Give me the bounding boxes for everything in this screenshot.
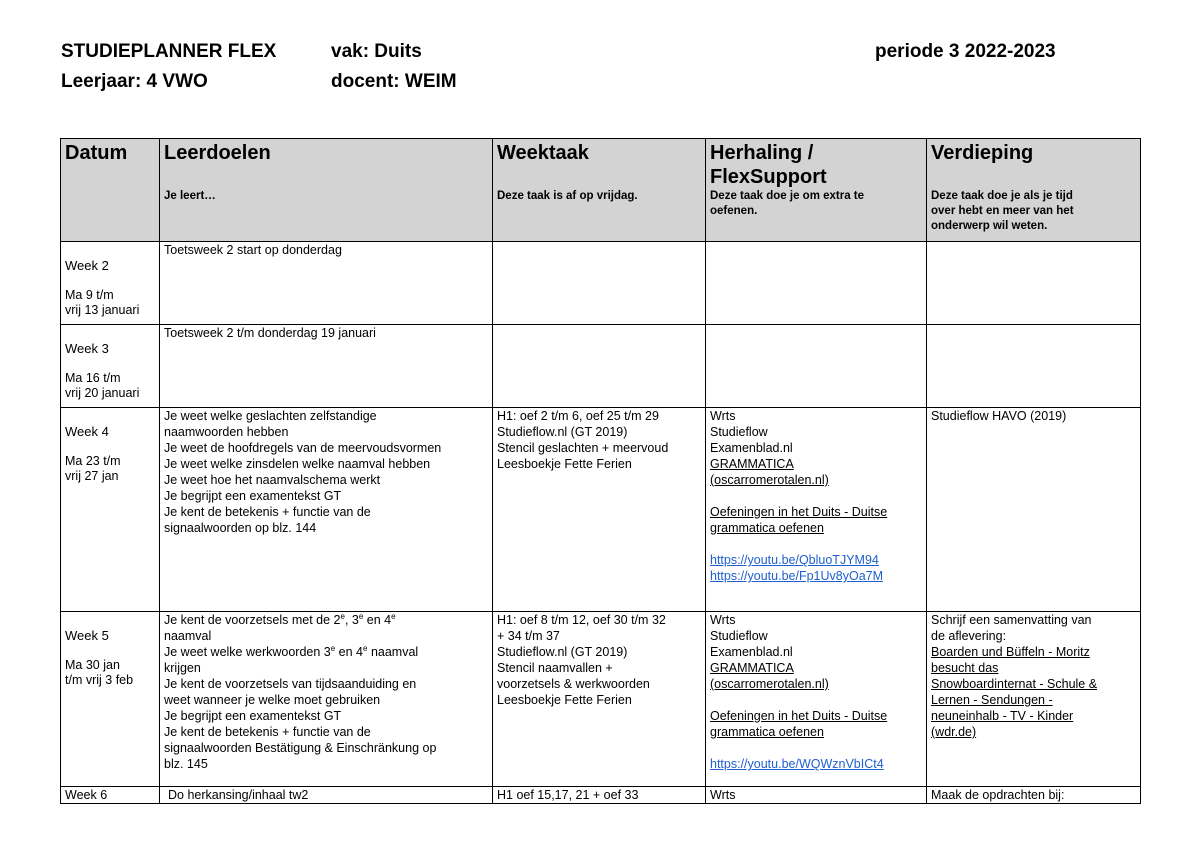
herhaling-cell (706, 787, 927, 804)
col-header-herhaling (706, 139, 927, 242)
wdr-link-line[interactable]: (wdr.de) (931, 725, 977, 739)
leerdoel-line: Do herkansing/inhaal tw2 (168, 788, 309, 802)
col-header-weektaak (493, 139, 706, 242)
header-row (61, 139, 1141, 242)
date-cell (61, 325, 160, 408)
date-cell (61, 787, 160, 804)
col-subtitle-line2: over hebt en meer van het (931, 205, 1074, 217)
ordinal-sup: e (330, 643, 336, 653)
leerdoel-text: naamval (367, 645, 419, 659)
verdieping-cell (927, 787, 1141, 804)
oefeningen-link-line2[interactable]: grammatica oefenen (710, 521, 824, 535)
ordinal-sup: e (391, 611, 396, 621)
ordinal-sup: e (358, 611, 364, 621)
week-date-start: Ma 9 t/m (65, 288, 114, 302)
leerdoel-line: naamval (164, 629, 212, 643)
wdr-link-line[interactable]: Lernen - Sendungen - (931, 693, 1053, 707)
herhaling-cell (706, 612, 927, 787)
wdr-link-line[interactable]: neuneinhalb - TV - Kinder (931, 709, 1074, 723)
spacer (710, 488, 922, 504)
herhaling-cell (706, 408, 927, 612)
study-planner-table (60, 138, 1141, 804)
week-row (61, 242, 1141, 325)
col-title: Herhaling / (710, 142, 814, 164)
herhaling-line: Wrts (710, 613, 736, 627)
grammatica-link[interactable]: GRAMMATICA (710, 457, 794, 471)
youtube-link[interactable]: https://youtu.be/QbluoTJYM94 (710, 553, 879, 567)
verdieping-line: Maak de opdrachten bij: (931, 788, 1065, 802)
weektaak-cell (493, 242, 706, 325)
wdr-link[interactable]: Boarden und Büffeln - Moritz (931, 645, 1090, 659)
weektaak-cell (493, 408, 706, 612)
week-date-start: Ma 30 jan (65, 658, 120, 672)
youtube-link[interactable]: https://youtu.be/Fp1Uv8yOa7M (710, 569, 884, 583)
date-cell (61, 612, 160, 787)
oefeningen-link-line2[interactable]: grammatica oefenen (710, 725, 824, 739)
week-label: Week 4 (65, 424, 109, 439)
spacer (710, 536, 922, 552)
date-cell (61, 408, 160, 612)
leerdoel-line: naamwoorden hebben (164, 425, 289, 439)
leerdoel-line (164, 612, 488, 628)
date-cell (61, 242, 160, 325)
col-title: Leerdoelen (164, 142, 271, 164)
leerdoel-line: weet wanneer je welke moet gebruiken (164, 693, 381, 707)
herhaling-line: Examenblad.nl (710, 441, 793, 455)
wdr-link-line[interactable]: besucht das (931, 661, 999, 675)
leerdoelen-cell (160, 612, 493, 787)
week-label: Week 3 (65, 341, 109, 356)
weektaak-line: H1 oef 15,17, 21 + oef 33 (497, 788, 639, 802)
col-subtitle: Je leert… (164, 190, 216, 202)
col-title-line2: FlexSupport (710, 166, 827, 188)
leerdoel-text: Je kent de voorzetsels met de 2 (164, 613, 341, 627)
weektaak-line: Studieflow.nl (GT 2019) (497, 645, 628, 659)
leerdoel-line: Je weet de hoofdregels van de meervoudsvormen (164, 441, 442, 455)
ordinal-sup: e (340, 611, 345, 621)
verdieping-cell (927, 612, 1141, 787)
herhaling-line: Examenblad.nl (710, 645, 793, 659)
teacher-label: docent: WEIM (331, 71, 457, 92)
herhaling-line: Studieflow (710, 629, 768, 643)
leerdoel-line: Je weet welke geslachten zelfstandige (164, 409, 377, 423)
col-subtitle-line3: onderwerp wil weten. (931, 220, 1048, 232)
weektaak-cell (493, 787, 706, 804)
week-date-end: vrij 20 januari (65, 386, 140, 400)
week-row (61, 408, 1141, 612)
week-date-end: t/m vrij 3 feb (65, 673, 134, 687)
weektaak-cell (493, 325, 706, 408)
week-row (61, 612, 1141, 787)
week-label: Week 5 (65, 628, 109, 643)
weektaak-line: Stencil naamvallen + (497, 661, 613, 675)
leerdoelen-cell (160, 408, 493, 612)
weektaak-line: voorzetsels & werkwoorden (497, 677, 650, 691)
leerdoel-line: krijgen (164, 661, 201, 675)
leerdoel-line: Toetsweek 2 start op donderdag (164, 243, 342, 257)
leerdoelen-cell (160, 787, 493, 804)
verdieping-cell (927, 242, 1141, 325)
oefeningen-link[interactable]: Oefeningen in het Duits - Duitse (710, 505, 888, 519)
verdieping-line: Schrijf een samenvatting van (931, 613, 1092, 627)
col-subtitle: Deze taak is af op vrijdag. (497, 190, 638, 202)
oefeningen-link[interactable]: Oefeningen in het Duits - Duitse (710, 709, 888, 723)
col-subtitle-line2: oefenen. (710, 205, 758, 217)
weektaak-cell (493, 612, 706, 787)
leerdoel-line (164, 644, 488, 660)
ordinal-sup: e (363, 643, 368, 653)
leerdoel-text: en 4 (335, 645, 364, 659)
leerdoel-line: Je kent de voorzetsels van tijdsaanduiding en (164, 677, 417, 691)
leerdoel-line: Je weet welke zinsdelen welke naamval hebben (164, 457, 431, 471)
leerdoel-line: Je begrijpt een examentekst GT (164, 489, 342, 503)
verdieping-line: Studieflow HAVO (2019) (931, 409, 1067, 423)
col-title: Weektaak (497, 142, 589, 164)
spacer (710, 740, 922, 756)
herhaling-line: Studieflow (710, 425, 768, 439)
grammatica-link-line2[interactable]: (oscarromerotalen.nl) (710, 473, 829, 487)
col-subtitle: Deze taak doe je als je tijd (931, 190, 1073, 202)
leerdoel-text: en 4 (363, 613, 392, 627)
col-header-leerdoelen (160, 139, 493, 242)
leerdoel-line: signaalwoorden op blz. 144 (164, 521, 317, 535)
period-label: periode 3 2022-2023 (875, 41, 1056, 62)
youtube-link[interactable]: https://youtu.be/WQWznVbICt4 (710, 757, 884, 771)
leerdoel-line: Je kent de betekenis + functie van de (164, 505, 371, 519)
herhaling-line: Wrts (710, 788, 736, 802)
weektaak-line: Leesboekje Fette Ferien (497, 693, 632, 707)
herhaling-line: Wrts (710, 409, 736, 423)
col-header-datum (61, 139, 160, 242)
col-title: Verdieping (931, 142, 1034, 164)
herhaling-cell (706, 242, 927, 325)
col-header-verdieping (927, 139, 1141, 242)
wdr-link-line[interactable]: Snowboardinternat - Schule & (931, 677, 1098, 691)
week-date-start: Ma 23 t/m (65, 454, 121, 468)
verdieping-line: de aflevering: (931, 629, 1007, 643)
week-date-start: Ma 16 t/m (65, 371, 121, 385)
grammatica-link[interactable]: GRAMMATICA (710, 661, 794, 675)
week-row (61, 787, 1141, 804)
leerdoelen-cell (160, 242, 493, 325)
col-title: Datum (65, 142, 128, 164)
weektaak-line: + 34 t/m 37 (497, 629, 560, 643)
weektaak-line: Studieflow.nl (GT 2019) (497, 425, 628, 439)
leerdoelen-cell (160, 325, 493, 408)
col-subtitle: Deze taak doe je om extra te (710, 190, 865, 202)
weektaak-line: Leesboekje Fette Ferien (497, 457, 632, 471)
leerdoel-text: , 3 (344, 613, 359, 627)
spacer (710, 692, 922, 708)
grammatica-link-line2[interactable]: (oscarromerotalen.nl) (710, 677, 829, 691)
verdieping-cell (927, 325, 1141, 408)
leerdoel-line: blz. 145 (164, 757, 208, 771)
week-row (61, 325, 1141, 408)
weektaak-line: Stencil geslachten + meervoud (497, 441, 669, 455)
leerdoel-line: Toetsweek 2 t/m donderdag 19 januari (164, 326, 376, 340)
weektaak-line: H1: oef 2 t/m 6, oef 25 t/m 29 (497, 409, 659, 423)
school-year-label: Leerjaar: 4 VWO (61, 71, 208, 92)
week-label: Week 2 (65, 258, 109, 273)
leerdoel-line: signaalwoorden Bestätigung & Einschränkung op (164, 741, 437, 755)
week-date-end: vrij 13 januari (65, 303, 140, 317)
weektaak-line: H1: oef 8 t/m 12, oef 30 t/m 32 (497, 613, 666, 627)
leerdoel-text: Je weet welke werkwoorden 3 (164, 645, 331, 659)
subject-label: vak: Duits (331, 41, 422, 62)
verdieping-cell (927, 408, 1141, 612)
planner-title: STUDIEPLANNER FLEX (61, 41, 277, 62)
leerdoel-line: Je begrijpt een examentekst GT (164, 709, 342, 723)
leerdoel-line: Je weet hoe het naamvalschema werkt (164, 473, 381, 487)
herhaling-cell (706, 325, 927, 408)
week-date-end: vrij 27 jan (65, 469, 119, 483)
leerdoel-line: Je kent de betekenis + functie van de (164, 725, 371, 739)
week-label: Week 6 (65, 788, 108, 802)
